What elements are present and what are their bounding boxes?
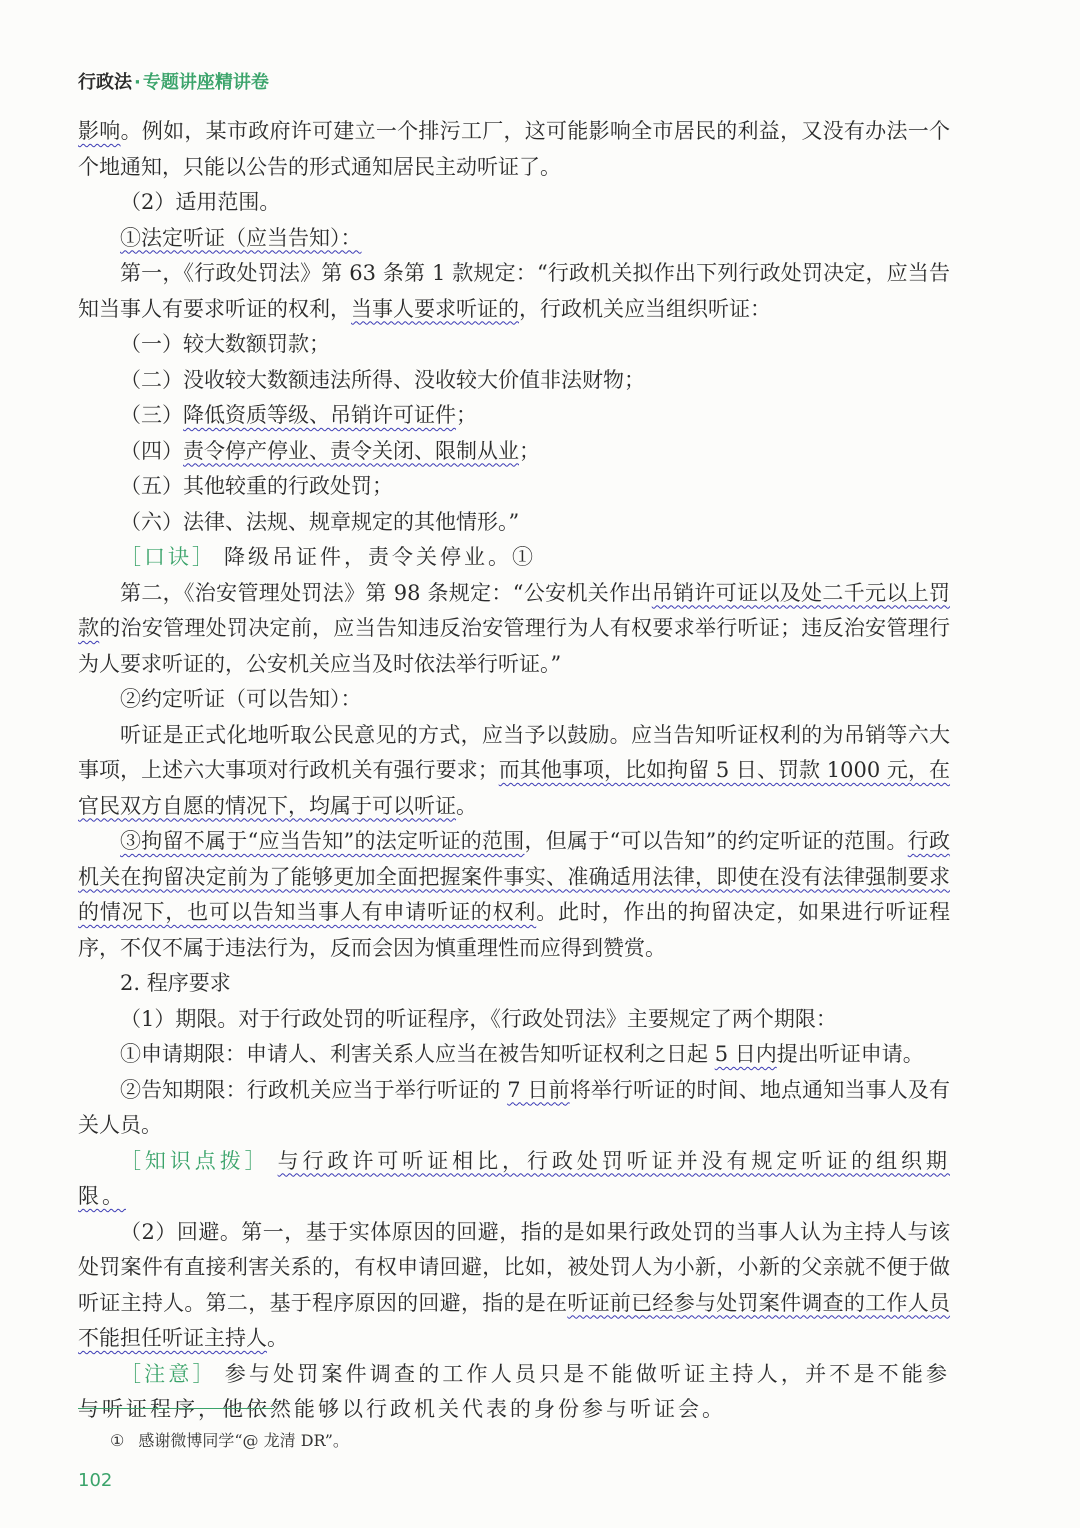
footnote	[110, 1428, 349, 1451]
page-number: 102	[78, 1470, 113, 1491]
paragraph-application-deadline	[78, 1037, 950, 1073]
mnemonic-tip	[78, 540, 950, 576]
paragraph-deadlines: （1）期限。对于行政处罚的听证程序，《行政处罚法》主要规定了两个期限：	[120, 1006, 837, 1031]
paragraph-first-rule	[78, 256, 950, 327]
list-item: （六）法律、法规、规章规定的其他情形。”	[120, 509, 520, 534]
text-run: ，行政机关应当组织听证：	[519, 296, 771, 321]
text-run: 第一，《行政处罚法》第 63 条第 1 款规定：“行政机关拟作出下列行政处罚决定，应当告知当事人有要求听证的权利，	[78, 261, 950, 321]
footnote-divider	[78, 1408, 274, 1409]
text-run: 将举行听证的时间、地点通知当事人及有关人员。	[78, 1077, 950, 1137]
underlined-phrase: 听证前已经参与处罚案件调查的工作人员不能担任听证主持人	[78, 1290, 951, 1350]
underlined-phrase: 7 日前	[507, 1077, 570, 1102]
attention-note	[78, 1357, 950, 1428]
paragraph-recusal	[78, 1215, 950, 1357]
tip-label: ［注意］	[120, 1361, 217, 1386]
text-run: （2）回避。第一，基于实体原因的回避，指的是如果行政处罚的当事人认为主持人与该处罚案件有直接利害关系的，有权申请回避，比如，被处罚人为小新，小新的父亲就不便于做听证主持人。第二，基于程序原因的回避，指的是在	[78, 1219, 950, 1315]
underlined-phrase: 责令停产停业、责令关闭、限制从业	[183, 438, 519, 463]
text-run: ②告知期限：行政机关应当于举行听证的	[120, 1077, 508, 1102]
text-run: 。	[456, 793, 477, 818]
tip-label: ［口诀］	[120, 545, 216, 569]
list-item: （五）其他较重的行政处罚；	[120, 474, 393, 498]
underlined-phrase: 5 日内	[714, 1042, 777, 1066]
list-item	[78, 434, 950, 470]
list-item: （二）没收较大数额违法所得、没收较大价值非法财物；	[120, 367, 645, 392]
running-header	[78, 68, 269, 94]
text-run: （三）	[120, 403, 183, 427]
text-run: ，但属于“可以告知”的约定听证的范围。	[524, 829, 908, 853]
text-run: 。例如，某市政府许可建立一个排污工厂，这可能影响全市居民的利益，又没有办法一个个地通知，只能以公告的形式通知居民主动听证了。	[78, 119, 951, 179]
list-item	[78, 398, 950, 434]
subheading-legal-hearing	[78, 221, 950, 257]
text-run: 提出听证申请。	[776, 1042, 924, 1066]
text-run: 。	[267, 1326, 288, 1350]
subheading-agreed-hearing: ②约定听证（可以告知）：	[120, 687, 362, 711]
text-run: 第二，《治安管理处罚法》第 98 条规定：“公安机关作出	[120, 580, 652, 605]
tip-text: 与行政许可听证相比，行政处罚听证并没有规定听证的组织期限。	[78, 1148, 950, 1208]
paragraph-detention	[78, 824, 950, 966]
paragraph-notice-deadline	[78, 1073, 950, 1144]
text-run: 听证是正式化地听取公民意见的方式，应当予以鼓励。应当告知听证权利的为吊销等六大事项，上述六大事项对行政机关有强行要求；	[78, 722, 950, 782]
underlined-phrase: 当事人要求听证的	[351, 296, 519, 321]
text-run: ；	[456, 403, 477, 427]
text-run: ①申请期限：申请人、利害关系人应当在被告知听证权利之日起	[120, 1042, 715, 1066]
book-subtitle: 专题讲座精讲卷	[142, 72, 269, 93]
underlined-phrase: 而其他事项，比如拘留 5 日、罚款 1000 元，在官民双方自愿的情况下，均属于可以听证	[78, 758, 951, 818]
text-run: （四）	[120, 438, 183, 463]
underlined-phrase: 降低资质等级、吊销许可证件	[183, 403, 456, 427]
section-heading-scope: （2）适用范围。	[120, 190, 281, 214]
tip-label: ［知识点拨］	[120, 1148, 270, 1173]
list-item: （一）较大数额罚款；	[120, 332, 330, 356]
header-separator: ·	[134, 72, 141, 93]
section-heading-procedure: 2. 程序要求	[120, 971, 231, 995]
underlined-phrase: 行政机关在拘留决定前为了能够更加全面把握案件事实、准确适用法律，即使在没有法律强制要求的情况下，也可以告知当事人有申请听证的权利	[78, 829, 951, 924]
text-run: ；	[519, 438, 540, 463]
underlined-phrase: ③拘留不属于“应当告知”的法定听证的范围	[120, 829, 525, 853]
paragraph-hearing	[78, 718, 950, 825]
tip-text: 参与处罚案件调查的工作人员只是不能做听证主持人，并不是不能参与听证程序，他依然能够以行政机关代表的身份参与听证会。	[78, 1361, 951, 1421]
footnote-marker: ①	[110, 1431, 125, 1450]
book-title: 行政法	[78, 72, 132, 93]
knowledge-tip	[78, 1144, 950, 1215]
underlined-phrase: 影响	[78, 119, 121, 143]
page-body	[78, 114, 950, 1428]
footnote-text: 感谢微博同学“@ 龙清 DR”。	[138, 1431, 349, 1450]
text-run: 。此时，作出的拘留决定，如果进行听证程序，不仅不属于违法行为，反而会因为慎重理性而应得到赞赏。	[78, 900, 951, 960]
underlined-phrase: ①法定听证（应当告知）：	[120, 225, 362, 250]
paragraph-second-rule	[78, 576, 950, 683]
tip-text: 降级吊证件，责令关停业。①	[224, 545, 536, 569]
underlined-phrase: 吊销许可证以及处二千元以上罚款	[78, 580, 950, 640]
paragraph-1	[78, 114, 950, 185]
text-run: 的治安管理处罚决定前，应当告知违反治安管理行为人有权要求举行听证；违反治安管理行为人要求听证的，公安机关应当及时依法举行听证。”	[78, 616, 951, 676]
